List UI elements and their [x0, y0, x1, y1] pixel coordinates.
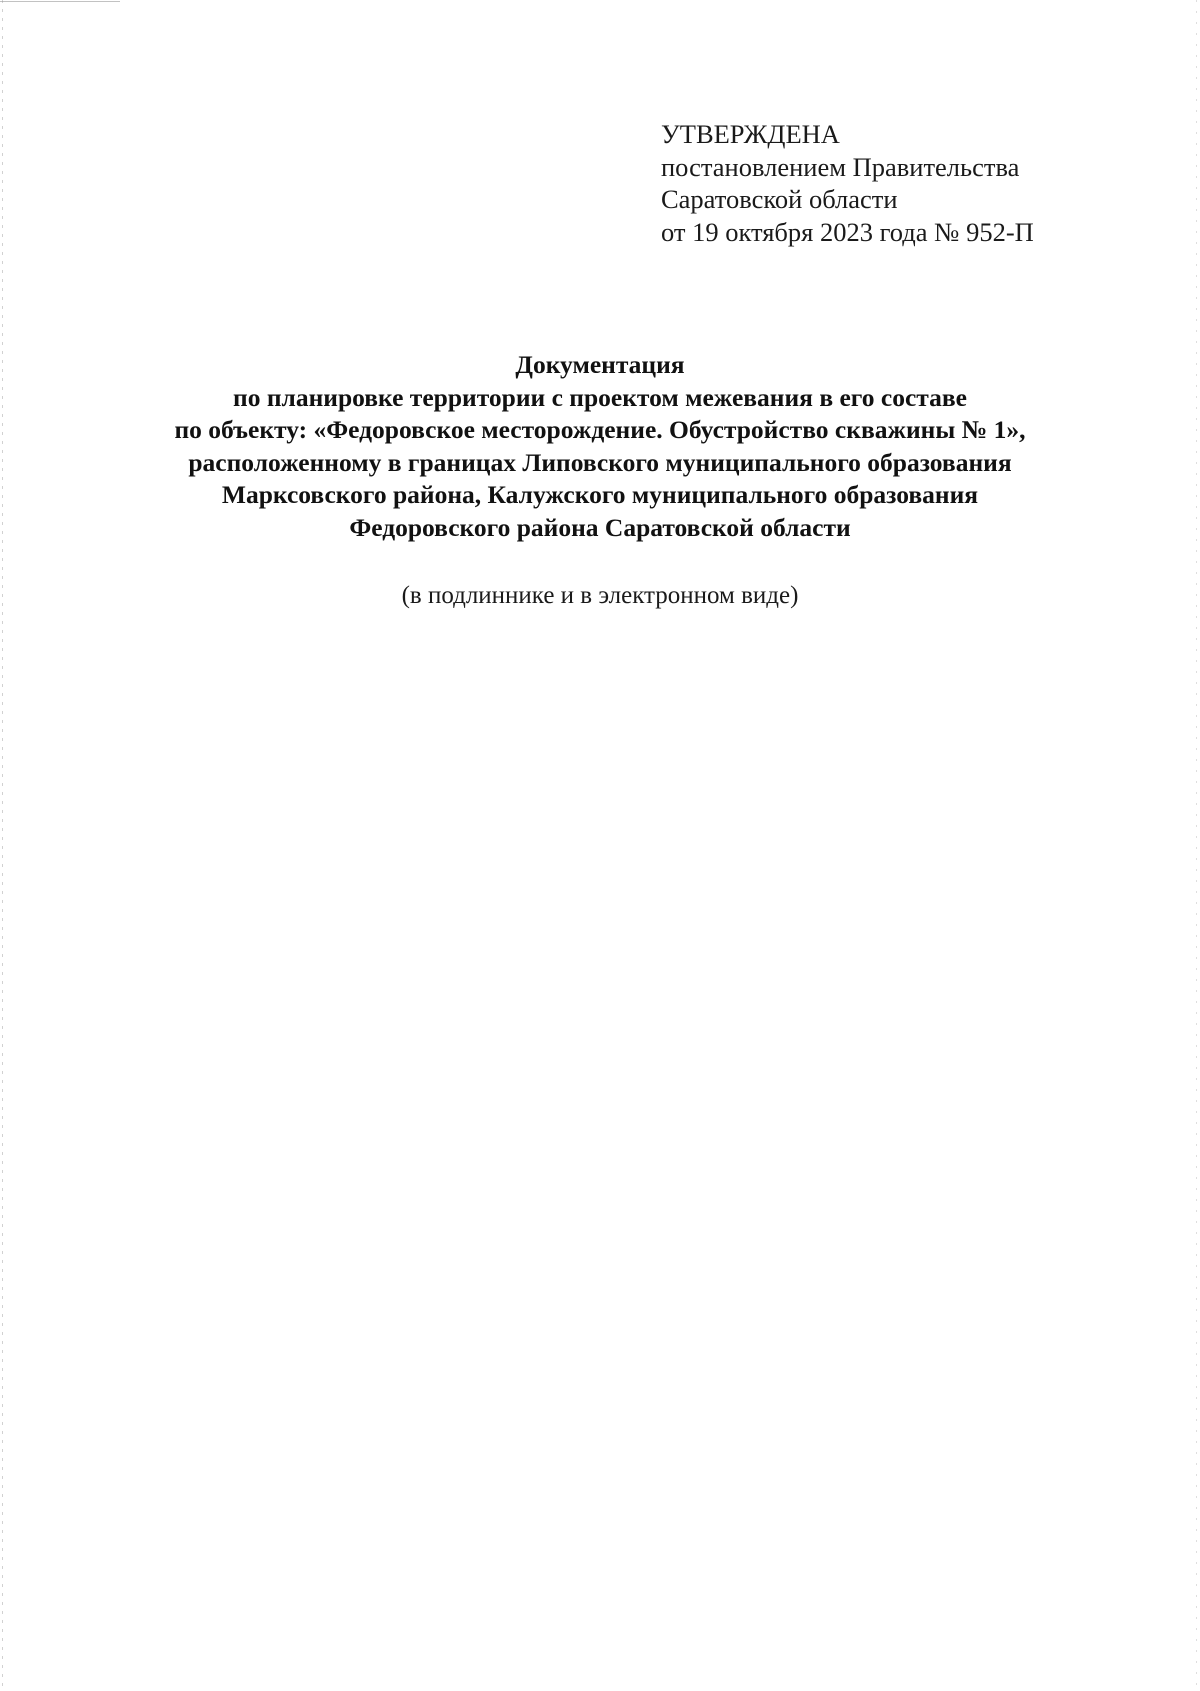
approval-issuer-line: постановлением Правительства	[661, 151, 1020, 182]
title-line: Марксовского района, Калужского муниципального образования	[221, 480, 979, 509]
approval-date-number: от 19 октября 2023 года № 952-П	[661, 216, 1034, 247]
format-note: (в подлиннике и в электронном виде)	[401, 582, 799, 609]
scan-edge-top	[0, 1, 120, 2]
approval-heading: УТВЕРЖДЕНА	[661, 119, 840, 149]
title-heading: Документация	[515, 350, 685, 379]
title-line: по планировке территории с проектом межевания в его составе	[233, 382, 967, 412]
scan-edge-left	[2, 0, 3, 1691]
scan-edge-right	[1196, 0, 1197, 1691]
approval-region-line: Саратовской области	[661, 184, 898, 214]
title-line: расположенному в границах Липовского муниципального образования	[188, 447, 1012, 477]
approval-stamp	[661, 118, 1161, 248]
title-line: по объекту: «Федоровское месторождение. Обустройство скважины № 1»,	[174, 415, 1026, 444]
document-title	[100, 349, 1100, 544]
title-line: Федоровского района Саратовской области	[349, 512, 851, 542]
